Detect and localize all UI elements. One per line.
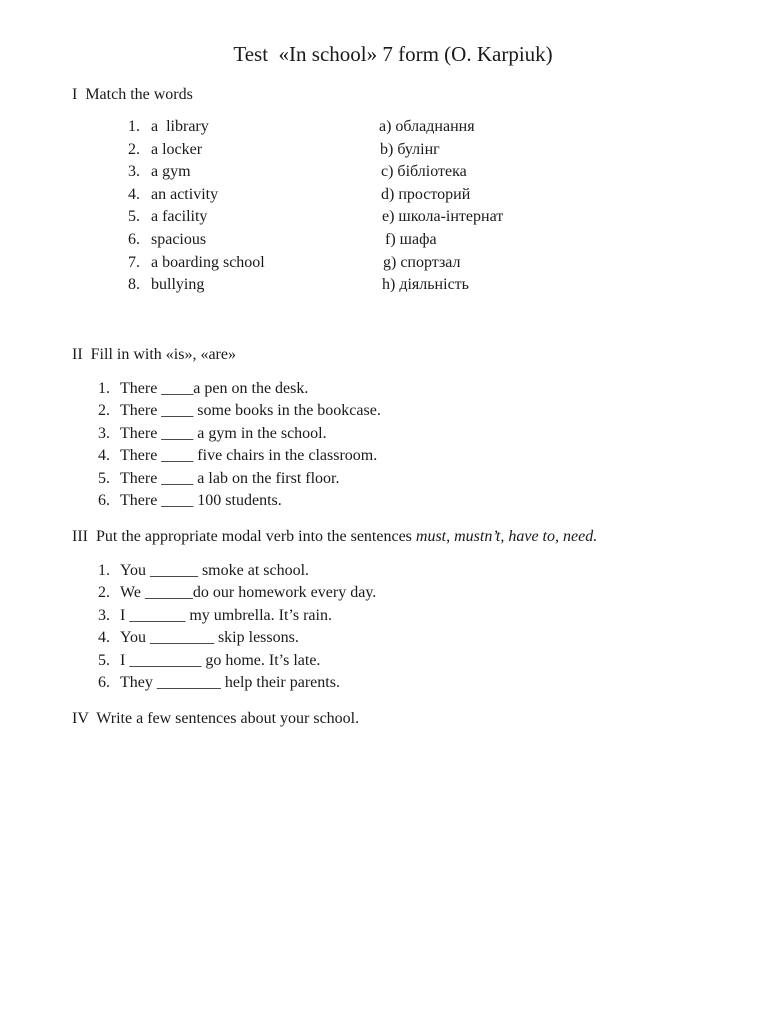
item-number: 6. bbox=[128, 230, 140, 248]
exercise-sentence: You ________ skip lessons. bbox=[120, 629, 299, 647]
section-3-heading-text: III Put the appropriate modal verb into the sentences bbox=[72, 528, 416, 545]
list-item bbox=[0, 607, 768, 629]
list-item bbox=[0, 470, 768, 492]
list-item bbox=[0, 141, 768, 164]
ukrainian-translation: c) бібліотека bbox=[381, 163, 467, 181]
list-item bbox=[0, 186, 768, 209]
item-number: 1. bbox=[98, 380, 110, 397]
exercise-sentence: There ____ some books in the bookcase. bbox=[120, 402, 381, 420]
exercise-sentence: I _______ my umbrella. It’s rain. bbox=[120, 606, 332, 624]
item-number: 6. bbox=[98, 491, 110, 509]
list-item bbox=[0, 254, 768, 277]
exercise-sentence: You ______ smoke at school. bbox=[120, 562, 310, 579]
item-number: 8. bbox=[128, 276, 140, 294]
list-item bbox=[0, 584, 768, 606]
ukrainian-translation: h) діяльність bbox=[382, 276, 469, 294]
english-word: an activity bbox=[151, 185, 219, 203]
modal-verbs-list: must, mustn’t, have to, need. bbox=[415, 528, 598, 545]
list-item bbox=[0, 402, 768, 424]
list-item bbox=[0, 208, 768, 231]
item-number: 4. bbox=[98, 447, 110, 465]
exercise-sentence: There ____ a gym in the school. bbox=[120, 424, 327, 442]
english-word: spacious bbox=[151, 230, 207, 248]
english-word: bullying bbox=[151, 276, 205, 294]
english-word: a facility bbox=[151, 208, 208, 226]
item-number: 3. bbox=[98, 424, 110, 442]
list-item bbox=[0, 276, 768, 299]
list-item bbox=[0, 231, 768, 254]
item-number: 4. bbox=[98, 629, 110, 647]
item-number: 3. bbox=[98, 606, 110, 624]
list-item bbox=[0, 425, 768, 447]
list-item bbox=[0, 380, 768, 402]
list-item bbox=[0, 562, 768, 584]
section-1-heading: I Match the words bbox=[72, 86, 193, 103]
ukrainian-translation: d) просторий bbox=[381, 185, 471, 203]
list-item bbox=[0, 447, 768, 469]
item-number: 3. bbox=[128, 163, 140, 181]
page-title: Test «In school» 7 form (O. Karpiuk) bbox=[233, 42, 553, 66]
exercise-sentence: There ____a pen on the desk. bbox=[120, 380, 309, 397]
section-2-heading: II Fill in with «is», «are» bbox=[72, 346, 236, 363]
ukrainian-translation: f) шафа bbox=[385, 230, 437, 248]
match-words-list bbox=[0, 118, 768, 299]
list-item bbox=[0, 492, 768, 514]
list-item bbox=[0, 629, 768, 651]
ukrainian-translation: a) обладнання bbox=[379, 118, 475, 135]
item-number: 2. bbox=[98, 402, 110, 420]
english-word: a gym bbox=[151, 163, 191, 181]
english-word: a locker bbox=[151, 140, 203, 158]
list-item bbox=[0, 674, 768, 696]
item-number: 1. bbox=[128, 118, 140, 135]
exercise-sentence: There ____ 100 students. bbox=[120, 491, 282, 509]
ukrainian-translation: g) спортзал bbox=[383, 253, 461, 271]
fill-in-list bbox=[0, 380, 768, 514]
exercise-sentence: They ________ help their parents. bbox=[120, 673, 340, 691]
exercise-sentence: There ____ five chairs in the classroom. bbox=[120, 447, 378, 465]
list-item bbox=[0, 652, 768, 674]
list-item bbox=[0, 118, 768, 141]
item-number: 1. bbox=[98, 562, 110, 579]
list-item bbox=[0, 163, 768, 186]
section-4-heading: IV Write a few sentences about your school. bbox=[72, 710, 360, 727]
item-number: 6. bbox=[98, 673, 110, 691]
modal-verb-list bbox=[0, 562, 768, 696]
exercise-sentence: There ____ a lab on the first floor. bbox=[120, 469, 340, 487]
ukrainian-translation: b) булінг bbox=[380, 140, 440, 158]
item-number: 5. bbox=[98, 651, 110, 669]
item-number: 2. bbox=[128, 140, 140, 158]
exercise-sentence: I _________ go home. It’s late. bbox=[120, 651, 321, 669]
item-number: 5. bbox=[98, 469, 110, 487]
section-3-heading bbox=[72, 528, 597, 546]
english-word: a library bbox=[151, 118, 209, 135]
item-number: 7. bbox=[128, 253, 140, 271]
item-number: 5. bbox=[128, 208, 140, 226]
item-number: 2. bbox=[98, 584, 110, 602]
item-number: 4. bbox=[128, 185, 140, 203]
ukrainian-translation: e) школа-інтернат bbox=[382, 208, 504, 226]
english-word: a boarding school bbox=[151, 253, 265, 271]
exercise-sentence: We ______do our homework every day. bbox=[120, 584, 377, 602]
